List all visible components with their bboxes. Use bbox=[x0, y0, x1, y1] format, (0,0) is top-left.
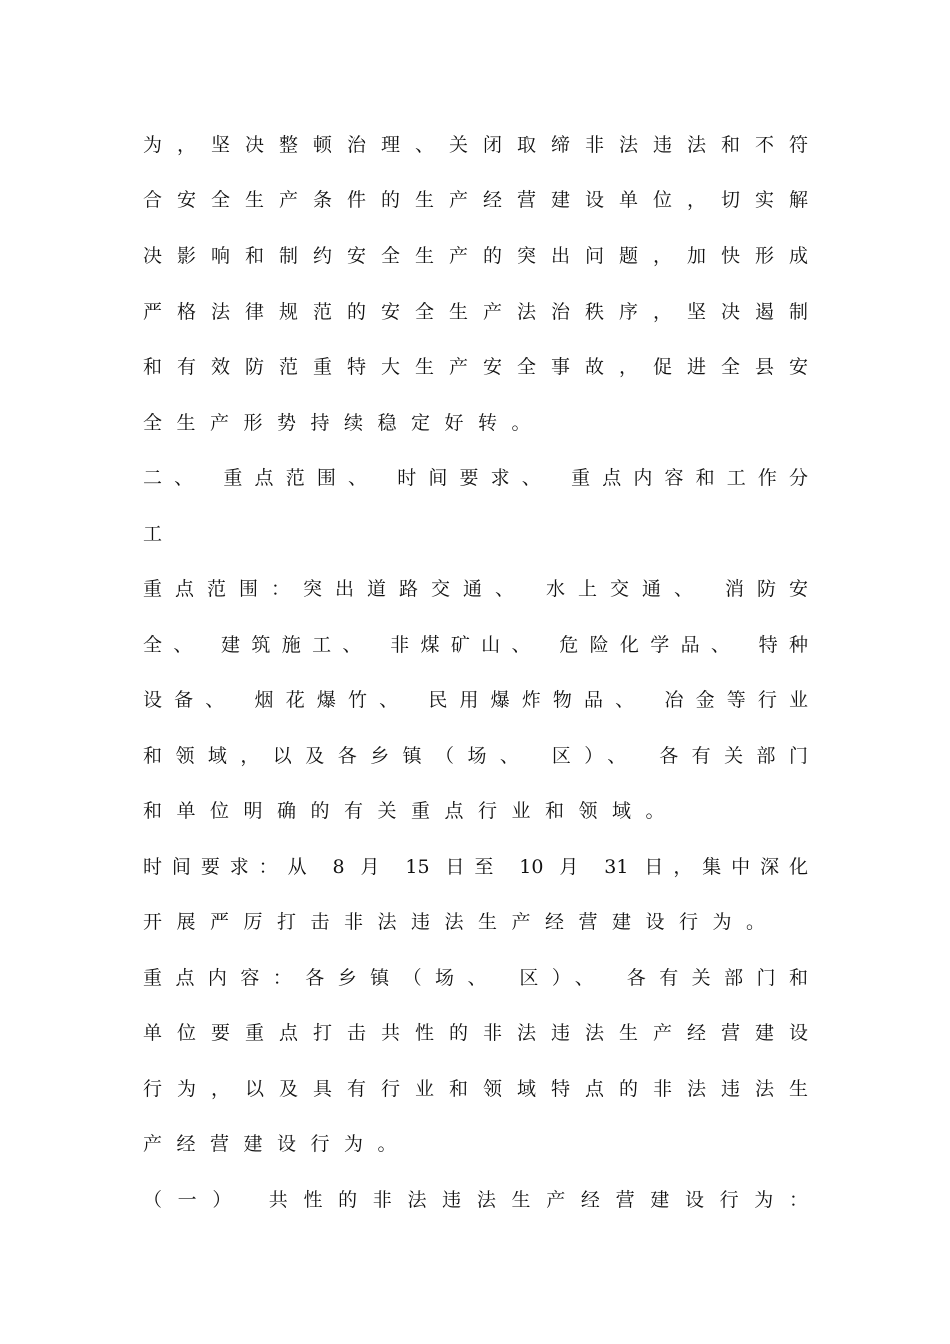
paragraph-line: 和有效防范重特大生产安全事故，促进全县安 bbox=[143, 356, 808, 378]
paragraph-line: 决影响和制约安全生产的突出问题，加快形成 bbox=[143, 245, 808, 267]
paragraph-line: 单位要重点打击共性的非法违法生产经营建设 bbox=[143, 1022, 808, 1044]
paragraph-line: 全生产形势持续稳定好转。 bbox=[143, 412, 546, 434]
paragraph-line: 设备、 烟花爆竹、 民用爆炸物品、 冶金等行业 bbox=[143, 689, 808, 711]
paragraph-line: 严格法律规范的安全生产法治秩序，坚决遏制 bbox=[143, 301, 808, 323]
paragraph-line: 和领域，以及各乡镇（场、 区）、 各有关部门 bbox=[143, 745, 808, 767]
paragraph-line: 和单位明确的有关重点行业和领域。 bbox=[143, 800, 680, 822]
paragraph-line: 为，坚决整顿治理、关闭取缔非法违法和不符 bbox=[143, 134, 808, 156]
paragraph-line: 行为，以及具有行业和领域特点的非法违法生 bbox=[143, 1078, 808, 1100]
section-heading-line: 二、 重点范围、 时间要求、 重点内容和工作分 bbox=[143, 467, 808, 489]
paragraph-line: 开展严厉打击非法违法生产经营建设行为。 bbox=[143, 911, 780, 933]
paragraph-line: 全、 建筑施工、 非煤矿山、 危险化学品、 特种 bbox=[143, 634, 808, 656]
paragraph-line: 重点范围：突出道路交通、 水上交通、 消防安 bbox=[143, 578, 808, 600]
paragraph-line: 合安全生产条件的生产经营建设单位，切实解 bbox=[143, 189, 808, 211]
section-heading-line: 工 bbox=[143, 523, 177, 545]
paragraph-line: 产经营建设行为。 bbox=[143, 1133, 412, 1155]
paragraph-line: 时间要求：从 8 月 15 日至 10 月 31 日，集中深化 bbox=[143, 856, 808, 878]
subsection-heading-line: （一） 共性的非法违法生产经营建设行为： bbox=[143, 1189, 808, 1211]
paragraph-line: 重点内容：各乡镇（场、 区）、 各有关部门和 bbox=[143, 967, 808, 989]
